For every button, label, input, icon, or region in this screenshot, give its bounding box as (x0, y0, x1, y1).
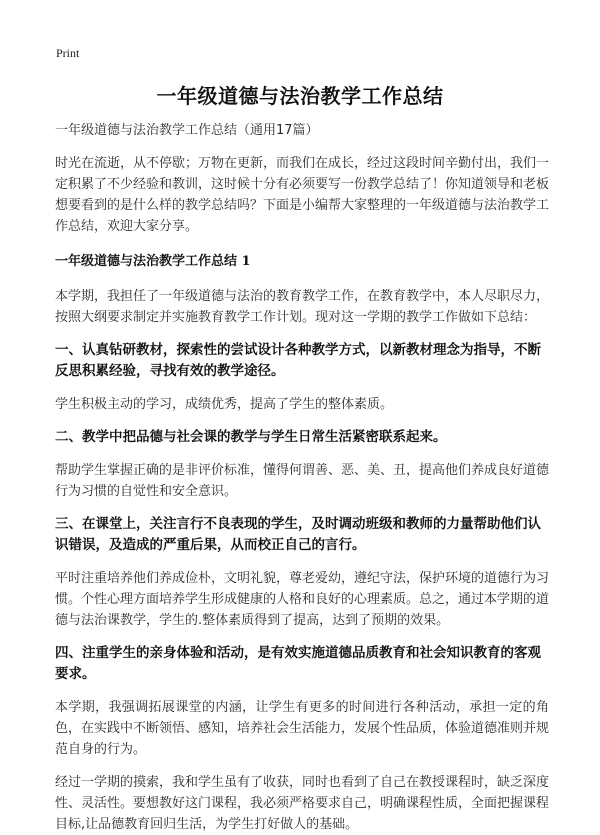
section-heading: 一年级道德与法治教学工作总结 1 (55, 254, 251, 269)
point-body-3: 平时注重培养他们养成俭朴，文明礼貌，尊老爱幼，遵纪守法，保护环境的道德行为习惯。个性心理方面培养学生形成健康的人格和良好的心理素质。总之，通过本学期的道德与法治课教学，学生的.整体素质得到了提高，达到了预期的效果。 (55, 571, 550, 628)
intro-paragraph: 时光在流逝，从不停歇；万物在更新，而我们在成长，经过这段时间辛勤付出，我们一定积累了不少经验和教训，这时候十分有必须要写一份教学总结了！你知道领导和老板想要看到的是什么样的教学总结吗？下面是小编帮大家整理的一年级道德与法治教学工作总结，欢迎大家分享。 (55, 156, 550, 234)
point-heading-3: 三、在课堂上，关注言行不良表现的学生，及时调动班级和教师的力量帮助他们认识错误，及造成的严重后果，从而校正自己的言行。 (55, 516, 541, 553)
point-heading-4: 四、注重学生的亲身体验和活动，是有效实施道德品质教育和社会知识教育的客观要求。 (55, 645, 541, 682)
page-title: 一年级道德与法治教学工作总结 (156, 84, 444, 108)
document-body (55, 120, 549, 835)
document-subtitle: 一年级道德与法治教学工作总结（通用17篇） (55, 123, 319, 138)
point-heading-2: 二、教学中把品德与社会课的教学与学生日常生活紧密联系起来。 (55, 429, 447, 445)
point-body-2: 帮助学生掌握正确的是非评价标准，懂得何谓善、恶、美、丑，提高他们养成良好道德行为习惯的自觉性和安全意识。 (55, 463, 550, 499)
closing-paragraph: 经过一学期的摸索，我和学生虽有了收获，同时也看到了自己在教授课程时，缺乏深度性、灵活性。要想教好这门课程，我必须严格要求自己，明确课程性质，全面把握课程目标,让品德教育回归生活，为学生打好做人的基础。 (55, 775, 550, 832)
point-heading-1: 一、认真钻研教材，探索性的尝试设计各种教学方式，以新教材理念为指导，不断反思积累经验，寻找有效的教学途径。 (55, 342, 541, 379)
point-body-1: 学生积极主动的学习，成绩优秀，提高了学生的整体素质。 (55, 397, 394, 412)
print-link[interactable]: Print (56, 46, 80, 60)
opening-paragraph: 本学期，我担任了一年级道德与法治的教育教学工作，在教育教学中，本人尽职尽力，按照大纲要求制定并实施教育教学工作计划。现对这一学期的教学工作做如下总结： (55, 289, 550, 325)
point-body-4: 本学期，我强调拓展课堂的内涵，让学生有更多的时间进行各种活动，承担一定的角色，在实践中不断领悟、感知，培养社会生活能力，发展个性品质，体验道德准则并规范自身的行为。 (55, 700, 550, 757)
